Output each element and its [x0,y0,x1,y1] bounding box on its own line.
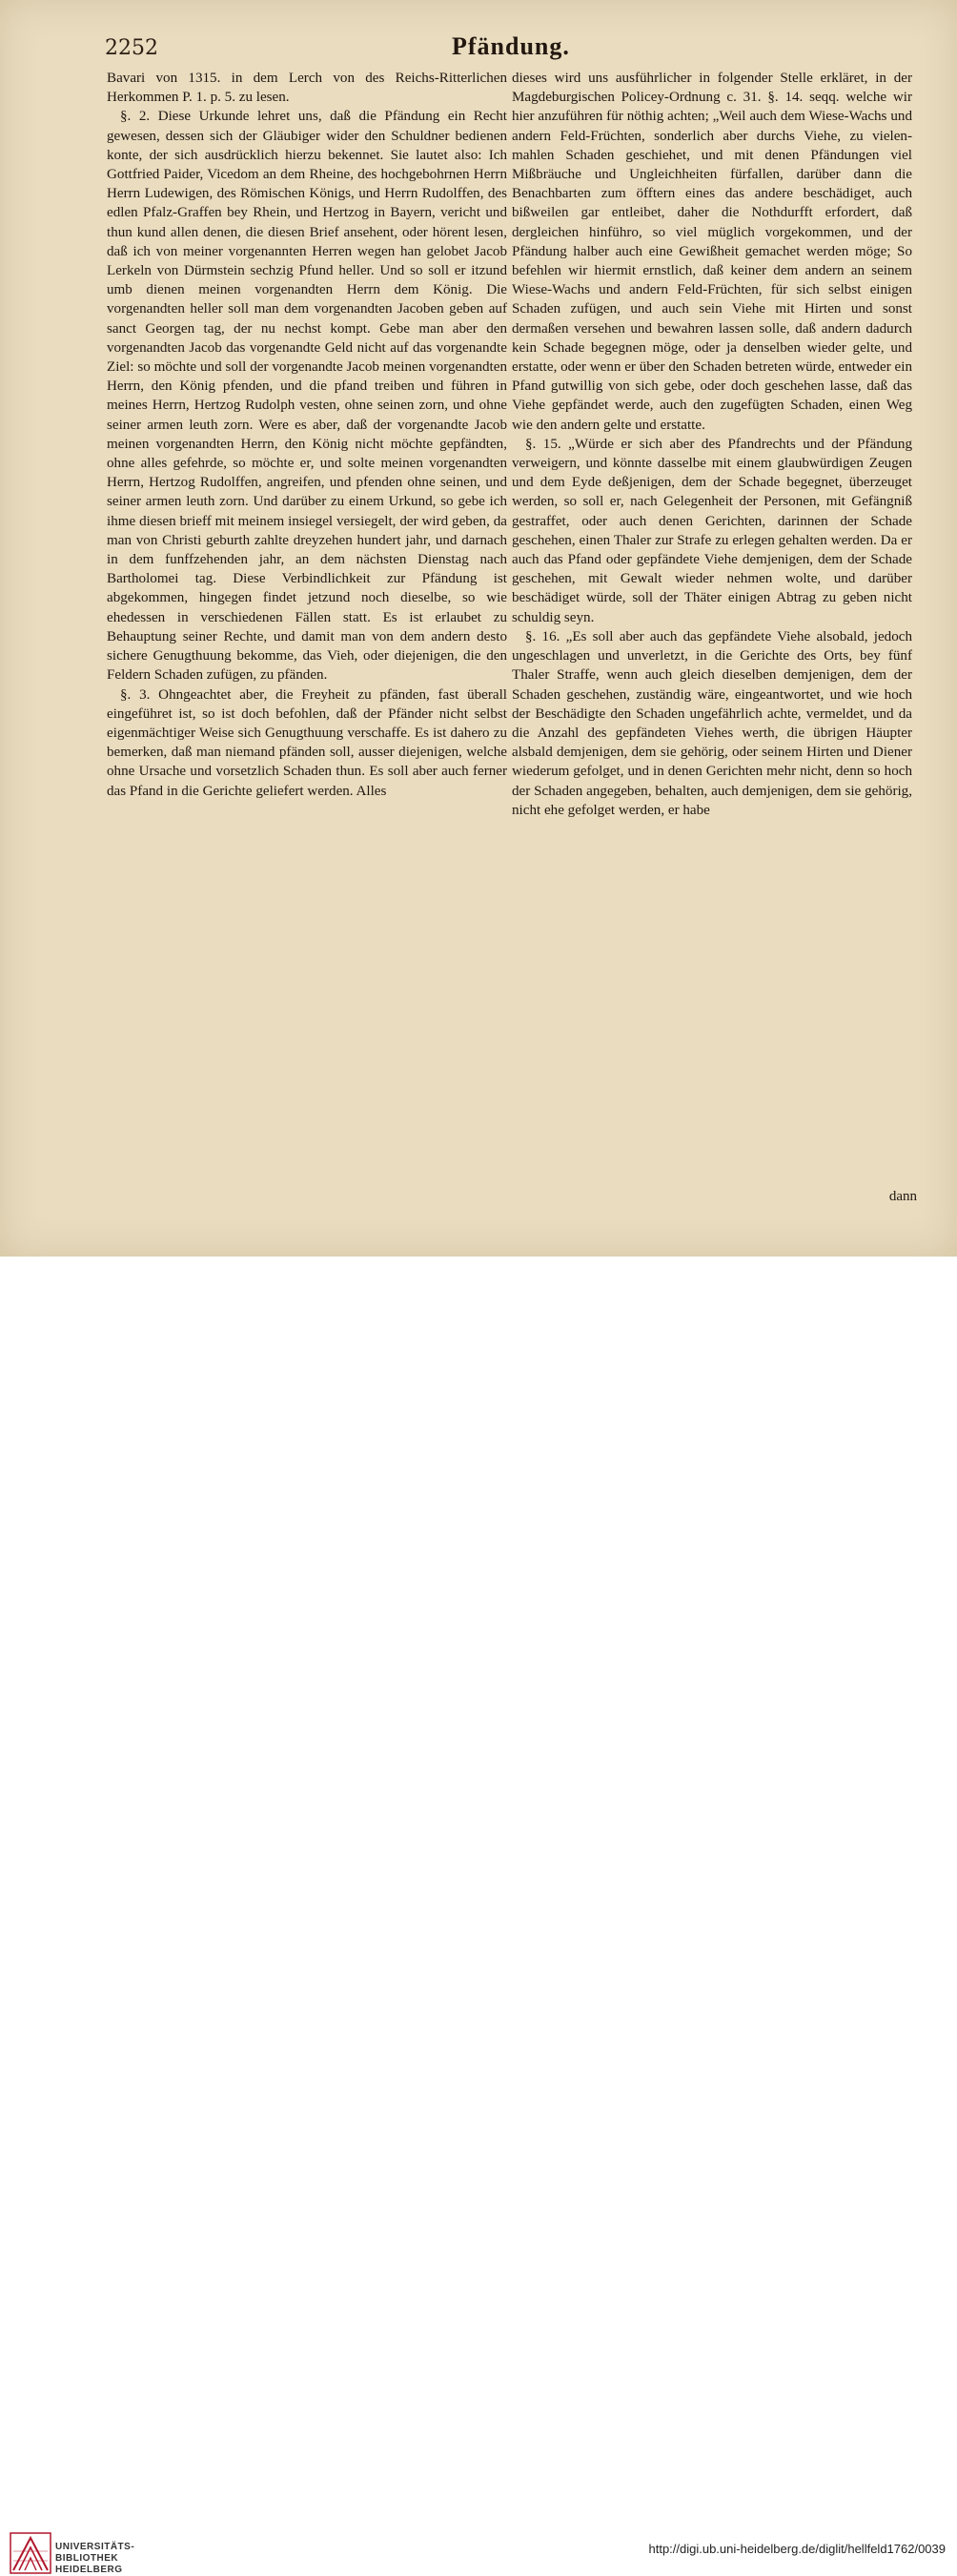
left-paragraph-1: Bavari von 1315. in dem Lerch von des Reichs-Ritterlichen Herkommen P. 1. p. 5. zu lesen. [107,71,507,106]
left-column [107,69,507,801]
left-paragraph-3: §. 3. Ohngeachtet aber, die Freyheit zu pfänden, fast überall eingeführet ist, so ist doch befohlen, daß der Pfänder nicht selbst eigenmächtiger Weise sich Genugthuung verschaffe. Es ist dahero zu bemerken, daß man niemand pfänden soll, ausser diejenigen, welche ohne Ursache und vorsetzlich Schaden thun. Es soll aber auch ferner das Pfand in die Gerichte geliefert werden. Alles [107,686,507,799]
page-number: 2252 [105,36,158,60]
right-paragraph-2: §. 15. „Würde er sich aber des Pfandrechts und der Pfändung verweigern, und könnte dasselbe mit einem glaubwürdigen Zeugen und dem Eyde deßjenigen, dem der Schade begegnet, überzeuget werden, so soll er, nach Gelegenheit der Personen, mit Gefängniß gestraffet, oder auch denen Gerichten, darinnen der Schade geschehen, einen Thaler zur Strafe zu erlegen gehalten werden. Da er auch das Pfand oder gepfändete Viehe demjenigen, dem der Schade geschehen, mit Gewalt wieder nehmen wolte, und darüber beschädiget würde, soll der Thäter einigen Abtrag zu geben nicht schuldig seyn. [512,436,912,625]
scanned-page [0,0,957,1257]
library-name [55,2542,134,2576]
running-title: Pfändung. [452,32,570,60]
library-name-line-1: UNIVERSITÄTS- [55,2542,135,2552]
page-header [105,32,925,71]
left-paragraph-2: §. 2. Diese Urkunde lehret uns, daß die Pfändung ein Recht gewesen, dessen sich der Gläubiger wider den Schuldner bedienen konte, der sich ausdrücklich hierzu bekennet. Sie lautet also: Ich Gottfried Paider, Vicedom an dem Rheine, des hochgebohrnen Herrn Herrn Ludewigen, des Römischen Königs, und Herrn Rudolffen, des edlen Pfalz-Graffen bey Rhein, und Hertzog in Bayern, vericht und thun kund allen denen, die diesen Brief ansehent, oder hörent lesen, daß ich von meiner vorgenannten Herren wegen han gelobet Jacob Lerkeln von Dürmstein sechzig Pfund heller. Und so soll er itzund umb dienen meinen vorgenandten Herrn dem König. Die vorgenandten heller soll man dem vorgenandten Jacoben geben auf sanct Georgen tag, der nu nechst kompt. Gebe man aber den vorgenandten Jacob das vorgenandte Geld nicht auf das vorgenandte Ziel: so möchte und soll der vorgenandte Jacob meinen vorgenandten Herrn, den König pfenden, und die pfand treiben und führen in meines Herrn, Hertzog Rudolph vesten, ohne seinen zorn, und ohne seiner armen leuth zorn. Were es aber, daß der vorgenandte Jacob meinen vorgenandten Herrn, den König nicht möchte gepfändten, ohne alles gefehrde, so möchte er, und solte meinen vorgenandten Herrn, Hertzog Rudolffen, angreifen, und pfenden ohne seinen, und seiner armen leuth zorn. Und darüber zu einem Urkund, so gebe ich ihme diesen brieff mit meinem insiegel versiegelt, der wird geben, da man von Christi geburth zahlte dreyzehen hundert jahr, und darnach in dem funffzehenden jahr, an dem nächsten Dienstag nach Bartholomei tag. Diese Verbindlichkeit zur Pfändung ist abgekommen, hingegen findet jetzund noch dieselbe, so wie ehedessen in verschiedenen Fällen statt. Es ist erlaubet zu Behauptung seiner Rechte, und damit man von dem andern desto sichere Genugthuung bekomme, das Vieh, oder diejenigen, die den Feldern Schaden zufügen, zu pfänden. [107,109,507,684]
catchword: dann [888,1189,917,1204]
library-name-line-3: HEIDELBERG [55,2565,123,2575]
permalink-url[interactable]: http://digi.ub.uni-heidelberg.de/diglit/hellfeld1762/0039 [648,2542,946,2556]
viewer-footer [0,1257,957,2575]
right-paragraph-1: dieses wird uns ausführlicher in folgender Stelle erkläret, in der Magdeburgischen Policey-Ordnung c. 31. §. 14. seqq. welche wir hier anzuführen für nöthig achten; „Weil auch dem Wiese-Wachs und andern Feld-Früchten, sonderlich aber durchs Viehe, zu vielen-mahlen Schaden geschiehet, und mit denen Pfändungen viel Mißbräuche und Ungleichheiten fürfallen, darüber dann die Benachbarten zum öfftern eines das andere beschädiget, auch bißweilen gar entleibet, daher die Nothdurfft erfordert, daß dergleichen hinführo, so viel müglich vorgekommen, und der Pfändung halber auch eine Gewißheit gemachet werden möge; So befehlen wir hiermit ernstlich, daß keiner dem andern an seinem Wiese-Wachs und andern Feld-Früchten, für sich selbst einigen Schaden zufügen, und auch sein Viehe mit Hirten und sonst dermaßen versehen und bewahren lassen solle, daß andern dadurch kein Schade begegnen möge, oder ja denselben wieder gelte, und erstatte, oder wenn er über den Schaden betreten würde, entweder ein Pfand gutwillig von sich gebe, oder doch geschehen lasse, daß das Viehe gepfändet werde, auch den zugefügten Schaden, einen Weg wie den andern gelte und erstatte. [512,71,912,433]
library-name-line-2: BIBLIOTHEK [55,2553,119,2564]
right-paragraph-3: §. 16. „Es soll aber auch das gepfändete Viehe alsobald, jedoch ungeschlagen und unverletzt, in die Gerichte des Orts, bey fünf Thaler Straffe, wenn auch gleich dieselben demjenigen, dem der Schaden geschehen, zuständig wäre, eingeantwortet, und wie hoch der Beschädigte den Schaden ungefährlich achte, vermeldet, und da die Anzahl des gepfändeten Viehes werth, die übrigen Häupter alsbald demjenigen, dem sie gehörig, oder seinem Hirten und Diener wiederum gefolget, und in denen Gerichten mehr nicht, denn so hoch der Schaden angegeben, behalten, auch demjenigen, dem sie gehörig, nicht ehe gefolget werden, er habe [512,628,912,818]
university-library-logo-icon [10,2532,51,2574]
right-column [512,69,912,820]
